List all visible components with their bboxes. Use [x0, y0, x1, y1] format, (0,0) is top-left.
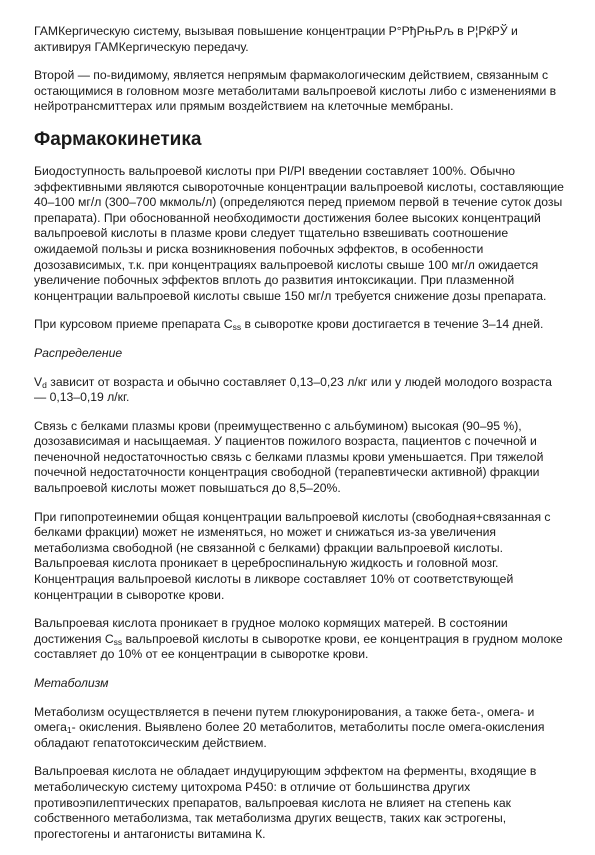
text-segment: вальпроевой кислоты в сыворотке крови, ее концентрация в грудном молоке составляет до 10% от ее концентрации в сыворотке крови. — [34, 631, 563, 662]
text-segment: в сыворотке крови достигается в течение 3–14 дней. — [241, 317, 544, 332]
text-segment: V — [34, 374, 43, 389]
heading-pharmacokinetics: Фармакокинетика — [34, 128, 202, 150]
paragraph-cyp450: Вальпроевая кислота не обладает индуцирующим эффектом на ферменты, входящие в метаболическую систему цитохрома P450: в отличие от большинства других противоэпилептических препаратов, вальпроевая кислота не влияет на степень как собственного метаболизма, так метаболизма других веществ, таких как эстрогены, прогестогены и антагонисты витамина К. — [34, 764, 537, 841]
text-segment: Метаболизм осуществляется в печени путем глюкуронирования, а также бета-, омега- и омега — [34, 704, 535, 735]
subscript-ss: ss — [232, 322, 242, 333]
text-segment: Вальпроевая кислота проникает в грудное молоко кормящих матерей. В состоянии достижения C — [34, 616, 508, 646]
paragraph-hypoproteinemia: При гипопротеинемии общая концентрации вальпроевой кислоты (свободная+связанная с белками фракции) может не изменяться, но может и снижаться из-за увеличения метаболизма свободной (не связанной с белками) фракции вальпроевой кислоты. Вальпроевая кислота проникает в цереброспинальную жидкость и головной мозг. Концентрация вальпроевой кислоты в ликворе составляет 10% от соответствующей концентрации в сыворотке крови. — [34, 509, 551, 602]
paragraph-metabolism-liver — [34, 705, 566, 752]
text-segment: При курсовом приеме препарата C — [34, 317, 233, 332]
subheading-metabolism: Метаболизм — [34, 676, 109, 690]
paragraph-breast-milk — [34, 616, 566, 663]
paragraph-vd — [34, 375, 566, 406]
subheading-distribution: Распределение — [34, 345, 123, 360]
paragraph-second-mechanism: Второй — по-видимому, является непрямым фармакологическим действием, связанным с остающимися в головном мозге метаболитами вальпроевой кислоты либо с изменениями в нейротрансмиттерах или прямым воздействием на клеточные мембраны. — [34, 68, 557, 114]
text-segment: - окисления. Выявлено более 20 метаболитов, метаболиты после омега-окисления обладают гепатотоксическим действием. — [34, 720, 545, 750]
paragraph-protein-binding: Связь с белками плазмы крови (преимущественно с альбумином) высокая (90–95 %), дозозависимая и насыщаемая. У пациентов пожилого возраста, пациентов с почечной и печеночной недостаточностью связь с белками плазмы крови уменьшается. При тяжелой почечной недостаточности концентрация свободной (терапевтически активной) фракции вальпроевой кислоты может повышаться до 8,5–20%. — [34, 418, 544, 496]
text-segment: зависит от возраста и обычно составляет 0,13–0,23 л/кг или у людей молодого возраста — 0,13–0,19 л/кг. — [34, 374, 552, 405]
subscript-ss: ss — [113, 636, 123, 647]
subscript-d: d — [42, 379, 47, 390]
paragraph-css-course — [34, 317, 566, 333]
document-page — [34, 24, 566, 855]
paragraph-bioavailability: Биодоступность вальпроевой кислоты при РІ/РІ введении составляет 100%. Обычно эффективными являются сывороточные концентрации вальпроевой кислоты, составляющие 40–100 мг/л (300–700 мкмоль/л) (определяются перед приемом первой в течение суток дозы препарата). При обоснованной необходимости достижения более высоких концентраций вальпроевой кислоты в плазме крови следует тщательно взвешивать соотношение ожидаемой пользы и риска возникновения побочных эффектов, в особенности дозозависимых, т.к. при концентрациях вальпроевой кислоты свыше 100 мг/л ожидается увеличение побочных эффектов вплоть до развития интоксикации. При плазменной концентрации вальпроевой кислоты свыше 150 мг/л требуется снижение дозы препарата. — [34, 163, 564, 303]
subscript-1: 1 — [66, 725, 72, 736]
paragraph-gaba-system: ГАМКергическую систему, вызывая повышение концентрации Р°РђРњРљ в Р¦РќРЎ и активируя ГАМКергическую передачу. — [34, 24, 518, 54]
